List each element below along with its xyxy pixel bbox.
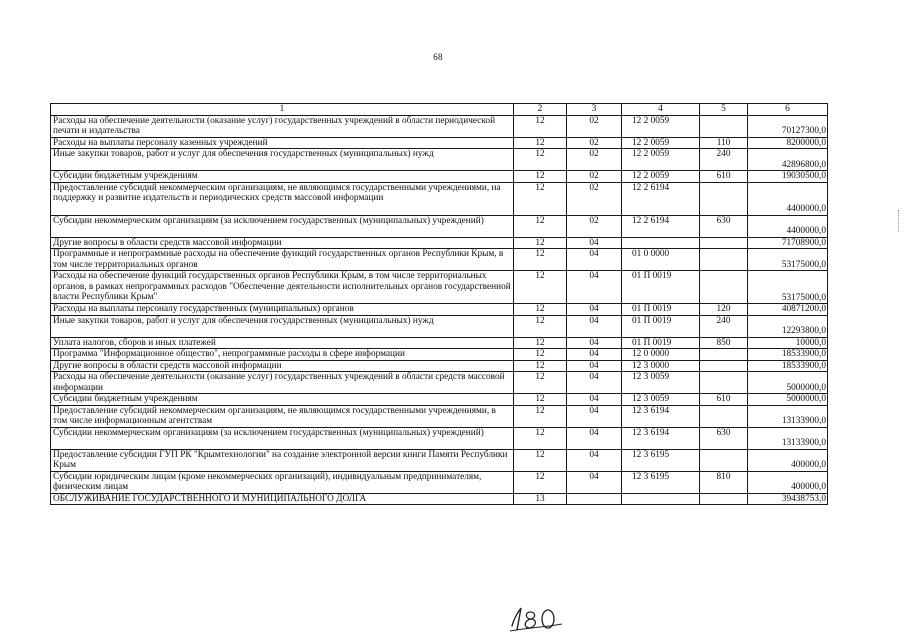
table-row <box>51 360 828 372</box>
subsection-code-cell: 04 <box>567 315 622 337</box>
target-code-cell: 12 2 6194 <box>622 215 700 237</box>
expense-type-cell: 850 <box>700 337 748 349</box>
section-code-cell: 12 <box>514 349 567 361</box>
amount-cell: 12293800,0 <box>748 315 828 337</box>
target-code-cell: 01 П 0019 <box>622 315 700 337</box>
table-row <box>51 337 828 349</box>
row-name-cell: Предоставление субсидий некоммерческим организациям, не являющимся государственными учреждениями, в том числе информационным агентствам <box>51 405 514 427</box>
subsection-code-cell: 02 <box>567 171 622 183</box>
amount-cell: 18533900,0 <box>748 360 828 372</box>
amount-cell: 71708900,0 <box>748 237 828 249</box>
subsection-code-cell: 02 <box>567 182 622 215</box>
section-code-cell: 12 <box>514 182 567 215</box>
expense-type-cell: 120 <box>700 304 748 316</box>
table-row <box>51 394 828 406</box>
expense-type-cell <box>700 237 748 249</box>
row-name-cell: Программа "Информационное общество", непрограммные расходы в сфере информации <box>51 349 514 361</box>
row-name-cell: Другие вопросы в области средств массовой информации <box>51 237 514 249</box>
expense-type-cell <box>700 349 748 361</box>
row-name-cell: Субсидии некоммерческим организациям (за исключением государственных (муниципальных) учреждений) <box>51 215 514 237</box>
table-row <box>51 449 828 471</box>
row-name-cell: Субсидии некоммерческим организациям (за исключением государственных (муниципальных) учреждений) <box>51 427 514 449</box>
expense-type-cell: 240 <box>700 149 748 171</box>
subsection-code-cell: 04 <box>567 337 622 349</box>
column-header: 4 <box>622 104 700 116</box>
section-code-cell: 12 <box>514 115 567 137</box>
section-code-cell: 12 <box>514 149 567 171</box>
expense-type-cell: 630 <box>700 427 748 449</box>
column-header: 6 <box>748 104 828 116</box>
amount-cell: 19030500,0 <box>748 171 828 183</box>
expense-type-cell: 240 <box>700 315 748 337</box>
subsection-code-cell: 04 <box>567 249 622 271</box>
row-name-cell: Уплата налогов, сборов и иных платежей <box>51 337 514 349</box>
subsection-code-cell: 04 <box>567 271 622 304</box>
column-header: 2 <box>514 104 567 116</box>
target-code-cell: 12 2 0059 <box>622 115 700 137</box>
subsection-code-cell: 02 <box>567 137 622 149</box>
section-code-cell: 13 <box>514 493 567 505</box>
section-code-cell: 12 <box>514 249 567 271</box>
subsection-code-cell: 04 <box>567 237 622 249</box>
section-code-cell: 12 <box>514 171 567 183</box>
section-code-cell: 12 <box>514 360 567 372</box>
target-code-cell: 12 3 6194 <box>622 427 700 449</box>
section-code-cell: 12 <box>514 237 567 249</box>
target-code-cell: 01 П 0019 <box>622 271 700 304</box>
target-code-cell <box>622 237 700 249</box>
section-code-cell: 12 <box>514 427 567 449</box>
row-name-cell: Субсидии бюджетным учреждениям <box>51 171 514 183</box>
amount-cell: 39438753,0 <box>748 493 828 505</box>
target-code-cell: 12 3 0059 <box>622 394 700 406</box>
section-code-cell: 12 <box>514 405 567 427</box>
subsection-code-cell: 02 <box>567 149 622 171</box>
section-code-cell: 12 <box>514 372 567 394</box>
table-row <box>51 493 828 505</box>
expense-type-cell <box>700 493 748 505</box>
scan-edge-mark <box>898 210 901 232</box>
row-name-cell: Расходы на обеспечение функций государственных органов Республики Крым, в том числе территориальных органов, в рамках непрограммных расходов "Обеспечение деятельности исполнительных органов государственной власти Республики Крым" <box>51 271 514 304</box>
handwritten-page-number <box>506 604 566 634</box>
table-row <box>51 427 828 449</box>
expense-type-cell: 610 <box>700 171 748 183</box>
section-code-cell: 12 <box>514 449 567 471</box>
section-code-cell: 12 <box>514 137 567 149</box>
expense-type-cell <box>700 115 748 137</box>
section-code-cell: 12 <box>514 337 567 349</box>
table-row <box>51 471 828 493</box>
target-code-cell: 12 3 6195 <box>622 449 700 471</box>
subsection-code-cell: 04 <box>567 405 622 427</box>
table-row <box>51 349 828 361</box>
target-code-cell: 12 2 0059 <box>622 137 700 149</box>
row-name-cell: Расходы на выплаты персоналу государственных (муниципальных) органов <box>51 304 514 316</box>
table-row <box>51 115 828 137</box>
subsection-code-cell: 04 <box>567 427 622 449</box>
row-name-cell: Расходы на обеспечение деятельности (оказание услуг) государственных учреждений в области средств массовой информации <box>51 372 514 394</box>
table-row <box>51 237 828 249</box>
table-header-row <box>51 104 828 116</box>
subsection-code-cell: 04 <box>567 449 622 471</box>
amount-cell: 400000,0 <box>748 449 828 471</box>
table-row <box>51 149 828 171</box>
expense-type-cell: 630 <box>700 215 748 237</box>
row-name-cell: Субсидии бюджетным учреждениям <box>51 394 514 406</box>
subsection-code-cell: 04 <box>567 394 622 406</box>
amount-cell: 4400000,0 <box>748 182 828 215</box>
target-code-cell: 01 П 0019 <box>622 337 700 349</box>
row-name-cell: Другие вопросы в области средств массовой информации <box>51 360 514 372</box>
table-row <box>51 249 828 271</box>
row-name-cell: Расходы на выплаты персоналу казенных учреждений <box>51 137 514 149</box>
expense-type-cell <box>700 372 748 394</box>
amount-cell: 53175000,0 <box>748 249 828 271</box>
subsection-code-cell: 04 <box>567 360 622 372</box>
row-name-cell: Предоставление субсидии ГУП РК "Крымтехнологии" на создание электронной версии книги Памяти Республики Крым <box>51 449 514 471</box>
row-name-cell: Предоставление субсидий некоммерческим организациям, не являющимся государственными учреждениями, на поддержку и развитие издательств и периодических средств массовой информации <box>51 182 514 215</box>
target-code-cell: 12 3 6194 <box>622 405 700 427</box>
amount-cell: 10000,0 <box>748 337 828 349</box>
expense-type-cell <box>700 271 748 304</box>
amount-cell: 13133900,0 <box>748 427 828 449</box>
target-code-cell: 12 2 0059 <box>622 149 700 171</box>
amount-cell: 40871200,0 <box>748 304 828 316</box>
section-code-cell: 12 <box>514 394 567 406</box>
table-row <box>51 271 828 304</box>
section-code-cell: 12 <box>514 271 567 304</box>
subsection-code-cell: 04 <box>567 304 622 316</box>
budget-table <box>50 103 828 505</box>
amount-cell: 400000,0 <box>748 471 828 493</box>
target-code-cell <box>622 493 700 505</box>
target-code-cell: 12 2 6194 <box>622 182 700 215</box>
row-name-cell: Иные закупки товаров, работ и услуг для обеспечения государственных (муниципальных) нужд <box>51 315 514 337</box>
row-name-cell: Субсидии юридическим лицам (кроме некоммерческих организаций), индивидуальным предпринимателям, физическим лицам <box>51 471 514 493</box>
page-number: 68 <box>433 52 443 62</box>
amount-cell: 18533900,0 <box>748 349 828 361</box>
expense-type-cell <box>700 182 748 215</box>
amount-cell: 70127300,0 <box>748 115 828 137</box>
section-code-cell: 12 <box>514 304 567 316</box>
amount-cell: 13133900,0 <box>748 405 828 427</box>
amount-cell: 53175000,0 <box>748 271 828 304</box>
subsection-code-cell <box>567 493 622 505</box>
table-row <box>51 304 828 316</box>
expense-type-cell: 110 <box>700 137 748 149</box>
expense-type-cell <box>700 449 748 471</box>
row-name-cell: Иные закупки товаров, работ и услуг для обеспечения государственных (муниципальных) нужд <box>51 149 514 171</box>
target-code-cell: 12 2 0059 <box>622 171 700 183</box>
table-row <box>51 137 828 149</box>
expense-type-cell <box>700 360 748 372</box>
target-code-cell: 12 0 0000 <box>622 349 700 361</box>
amount-cell: 4400000,0 <box>748 215 828 237</box>
table-row <box>51 171 828 183</box>
table-row <box>51 372 828 394</box>
expense-type-cell <box>700 249 748 271</box>
subsection-code-cell: 04 <box>567 372 622 394</box>
amount-cell: 5000000,0 <box>748 394 828 406</box>
subsection-code-cell: 02 <box>567 215 622 237</box>
expense-type-cell <box>700 405 748 427</box>
target-code-cell: 12 3 0059 <box>622 372 700 394</box>
section-code-cell: 12 <box>514 215 567 237</box>
target-code-cell: 12 3 6195 <box>622 471 700 493</box>
table-row <box>51 405 828 427</box>
section-code-cell: 12 <box>514 315 567 337</box>
table-row <box>51 215 828 237</box>
subsection-code-cell: 04 <box>567 349 622 361</box>
section-code-cell: 12 <box>514 471 567 493</box>
expense-type-cell: 610 <box>700 394 748 406</box>
column-header: 3 <box>567 104 622 116</box>
subsection-code-cell: 04 <box>567 471 622 493</box>
table-row <box>51 182 828 215</box>
row-name-cell: ОБСЛУЖИВАНИЕ ГОСУДАРСТВЕННОГО И МУНИЦИПАЛЬНОГО ДОЛГА <box>51 493 514 505</box>
subsection-code-cell: 02 <box>567 115 622 137</box>
column-header: 1 <box>51 104 514 116</box>
row-name-cell: Программные и непрограммные расходы на обеспечение функций государственных органов Республики Крым, в том числе территориальных органов <box>51 249 514 271</box>
amount-cell: 5000000,0 <box>748 372 828 394</box>
target-code-cell: 01 0 0000 <box>622 249 700 271</box>
row-name-cell: Расходы на обеспечение деятельности (оказание услуг) государственных учреждений в области периодической печати и издательства <box>51 115 514 137</box>
target-code-cell: 01 П 0019 <box>622 304 700 316</box>
table-row <box>51 315 828 337</box>
expense-type-cell: 810 <box>700 471 748 493</box>
target-code-cell: 12 3 0000 <box>622 360 700 372</box>
amount-cell: 8200000,0 <box>748 137 828 149</box>
amount-cell: 42896800,0 <box>748 149 828 171</box>
column-header: 5 <box>700 104 748 116</box>
